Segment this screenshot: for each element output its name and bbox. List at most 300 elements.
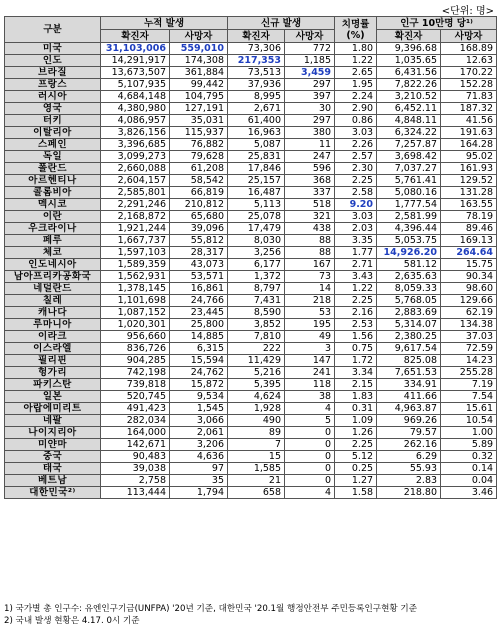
value-cell-p-c: 5,053.75 bbox=[377, 235, 441, 247]
table-row bbox=[5, 211, 497, 223]
value-cell-cfr: 1.22 bbox=[335, 55, 377, 67]
value-cell-cum-d: 15,594 bbox=[170, 355, 228, 367]
value-cell-new-d: 772 bbox=[285, 43, 335, 55]
value-cell-new-c: 5,087 bbox=[228, 139, 285, 151]
value-cell-p-d: 0.32 bbox=[441, 451, 497, 463]
value-cell-new-c: 73,306 bbox=[228, 43, 285, 55]
country-cell: 우크라이나 bbox=[5, 223, 101, 235]
value-cell-new-c: 73,513 bbox=[228, 67, 285, 79]
country-cell: 스페인 bbox=[5, 139, 101, 151]
value-cell-p-c: 6,431.56 bbox=[377, 67, 441, 79]
value-cell-p-c: 262.16 bbox=[377, 439, 441, 451]
footnotes bbox=[4, 603, 417, 627]
value-cell-cum-d: 24,766 bbox=[170, 295, 228, 307]
value-cell-cum-c: 2,585,801 bbox=[101, 187, 170, 199]
table-row bbox=[5, 487, 497, 499]
table-row bbox=[5, 175, 497, 187]
value-cell-p-c: 2,581.99 bbox=[377, 211, 441, 223]
value-cell-new-d: 0 bbox=[285, 475, 335, 487]
value-cell-new-c: 3,256 bbox=[228, 247, 285, 259]
value-cell-p-c: 7,651.53 bbox=[377, 367, 441, 379]
value-cell-p-d: 98.60 bbox=[441, 283, 497, 295]
table-row bbox=[5, 415, 497, 427]
country-cell: 체코 bbox=[5, 247, 101, 259]
value-cell-cum-c: 904,285 bbox=[101, 355, 170, 367]
value-cell-p-d: 191.63 bbox=[441, 127, 497, 139]
value-cell-cfr: 2.57 bbox=[335, 151, 377, 163]
value-cell-p-d: 129.66 bbox=[441, 295, 497, 307]
value-cell-cum-c: 4,380,980 bbox=[101, 103, 170, 115]
value-cell-new-d: 88 bbox=[285, 235, 335, 247]
header-cum-confirmed: 확진자 bbox=[101, 30, 170, 43]
value-cell-new-d: 1,185 bbox=[285, 55, 335, 67]
table-row bbox=[5, 451, 497, 463]
value-cell-new-d: 247 bbox=[285, 151, 335, 163]
value-cell-cfr: 1.26 bbox=[335, 427, 377, 439]
value-cell-cum-c: 282,034 bbox=[101, 415, 170, 427]
table-row bbox=[5, 427, 497, 439]
value-cell-p-d: 71.83 bbox=[441, 91, 497, 103]
value-cell-new-c: 1,372 bbox=[228, 271, 285, 283]
value-cell-p-c: 9,617.54 bbox=[377, 343, 441, 355]
value-cell-new-c: 6,177 bbox=[228, 259, 285, 271]
value-cell-new-d: 118 bbox=[285, 379, 335, 391]
country-cell: 캐나다 bbox=[5, 307, 101, 319]
value-cell-cum-d: 24,762 bbox=[170, 367, 228, 379]
table-row bbox=[5, 475, 497, 487]
country-cell: 아르헨티나 bbox=[5, 175, 101, 187]
value-cell-p-d: 72.59 bbox=[441, 343, 497, 355]
value-cell-p-c: 5,080.16 bbox=[377, 187, 441, 199]
value-cell-p-c: 969.26 bbox=[377, 415, 441, 427]
value-cell-new-d: 380 bbox=[285, 127, 335, 139]
value-cell-p-c: 14,926.20 bbox=[377, 247, 441, 259]
value-cell-cum-d: 97 bbox=[170, 463, 228, 475]
value-cell-cfr: 2.26 bbox=[335, 139, 377, 151]
value-cell-cum-c: 3,826,156 bbox=[101, 127, 170, 139]
value-cell-cfr: 2.90 bbox=[335, 103, 377, 115]
country-cell: 대한민국²⁾ bbox=[5, 487, 101, 499]
value-cell-p-d: 10.54 bbox=[441, 415, 497, 427]
value-cell-new-c: 658 bbox=[228, 487, 285, 499]
value-cell-p-d: 134.38 bbox=[441, 319, 497, 331]
value-cell-cum-d: 115,937 bbox=[170, 127, 228, 139]
value-cell-cum-d: 35 bbox=[170, 475, 228, 487]
value-cell-p-c: 825.08 bbox=[377, 355, 441, 367]
value-cell-p-c: 5,761.41 bbox=[377, 175, 441, 187]
value-cell-new-c: 1,928 bbox=[228, 403, 285, 415]
value-cell-cfr: 1.27 bbox=[335, 475, 377, 487]
value-cell-new-d: 49 bbox=[285, 331, 335, 343]
table-row bbox=[5, 127, 497, 139]
value-cell-new-c: 8,995 bbox=[228, 91, 285, 103]
value-cell-cum-d: 127,191 bbox=[170, 103, 228, 115]
header-new-confirmed: 확진자 bbox=[228, 30, 285, 43]
value-cell-new-d: 0 bbox=[285, 427, 335, 439]
value-cell-p-c: 79.57 bbox=[377, 427, 441, 439]
value-cell-p-c: 55.93 bbox=[377, 463, 441, 475]
table-row bbox=[5, 307, 497, 319]
value-cell-p-c: 218.80 bbox=[377, 487, 441, 499]
value-cell-cfr: 3.34 bbox=[335, 367, 377, 379]
value-cell-cum-d: 3,066 bbox=[170, 415, 228, 427]
footnote-1: 1) 국가별 총 인구수: 유엔인구기금(UNFPA) '20년 기준, 대한민국 '20.1월 행정안전부 주민등록인구현황 기준 bbox=[4, 604, 418, 614]
value-cell-p-c: 2,883.69 bbox=[377, 307, 441, 319]
value-cell-p-d: 161.93 bbox=[441, 163, 497, 175]
value-cell-p-c: 1,777.54 bbox=[377, 199, 441, 211]
country-cell: 프랑스 bbox=[5, 79, 101, 91]
country-cell: 터키 bbox=[5, 115, 101, 127]
value-cell-cfr: 2.15 bbox=[335, 379, 377, 391]
value-cell-p-c: 2.83 bbox=[377, 475, 441, 487]
value-cell-cfr: 2.03 bbox=[335, 223, 377, 235]
value-cell-cum-d: 53,571 bbox=[170, 271, 228, 283]
value-cell-p-c: 6,324.22 bbox=[377, 127, 441, 139]
value-cell-cfr: 5.12 bbox=[335, 451, 377, 463]
value-cell-p-c: 4,963.87 bbox=[377, 403, 441, 415]
value-cell-new-c: 16,963 bbox=[228, 127, 285, 139]
value-cell-cum-d: 9,534 bbox=[170, 391, 228, 403]
value-cell-cum-d: 104,795 bbox=[170, 91, 228, 103]
country-cell: 중국 bbox=[5, 451, 101, 463]
value-cell-p-d: 163.55 bbox=[441, 199, 497, 211]
value-cell-p-d: 90.34 bbox=[441, 271, 497, 283]
value-cell-new-d: 596 bbox=[285, 163, 335, 175]
value-cell-p-d: 3.46 bbox=[441, 487, 497, 499]
header-p-deaths: 사망자 bbox=[441, 30, 497, 43]
country-cell: 루마니아 bbox=[5, 319, 101, 331]
country-cell: 나이지리아 bbox=[5, 427, 101, 439]
value-cell-cum-c: 5,107,935 bbox=[101, 79, 170, 91]
table-row bbox=[5, 367, 497, 379]
value-cell-p-d: 0.14 bbox=[441, 463, 497, 475]
header-new: 신규 발생 bbox=[228, 17, 335, 30]
country-cell: 미얀마 bbox=[5, 439, 101, 451]
value-cell-new-d: 0 bbox=[285, 463, 335, 475]
country-cell: 베트남 bbox=[5, 475, 101, 487]
value-cell-new-d: 3 bbox=[285, 343, 335, 355]
value-cell-new-d: 4 bbox=[285, 403, 335, 415]
value-cell-p-c: 2,635.63 bbox=[377, 271, 441, 283]
value-cell-cum-d: 559,010 bbox=[170, 43, 228, 55]
value-cell-cfr: 1.95 bbox=[335, 79, 377, 91]
value-cell-cum-d: 58,542 bbox=[170, 175, 228, 187]
value-cell-cum-d: 16,861 bbox=[170, 283, 228, 295]
value-cell-cfr: 1.22 bbox=[335, 283, 377, 295]
country-cell: 독일 bbox=[5, 151, 101, 163]
value-cell-cfr: 2.25 bbox=[335, 295, 377, 307]
value-cell-cum-d: 79,628 bbox=[170, 151, 228, 163]
value-cell-cfr: 2.71 bbox=[335, 259, 377, 271]
value-cell-new-c: 17,846 bbox=[228, 163, 285, 175]
value-cell-cum-c: 13,673,507 bbox=[101, 67, 170, 79]
value-cell-cum-d: 1,794 bbox=[170, 487, 228, 499]
value-cell-new-c: 15 bbox=[228, 451, 285, 463]
value-cell-cfr: 9.20 bbox=[335, 199, 377, 211]
country-cell: 칠레 bbox=[5, 295, 101, 307]
value-cell-p-d: 187.32 bbox=[441, 103, 497, 115]
country-cell: 일본 bbox=[5, 391, 101, 403]
table-row bbox=[5, 91, 497, 103]
header-new-deaths: 사망자 bbox=[285, 30, 335, 43]
value-cell-cum-c: 1,597,103 bbox=[101, 247, 170, 259]
header-cumulative: 누적 발생 bbox=[101, 17, 228, 30]
value-cell-p-d: 255.28 bbox=[441, 367, 497, 379]
value-cell-new-d: 438 bbox=[285, 223, 335, 235]
value-cell-new-d: 218 bbox=[285, 295, 335, 307]
value-cell-cum-d: 2,061 bbox=[170, 427, 228, 439]
value-cell-p-c: 4,848.11 bbox=[377, 115, 441, 127]
value-cell-p-d: 169.13 bbox=[441, 235, 497, 247]
country-cell: 콜롬비아 bbox=[5, 187, 101, 199]
value-cell-cum-d: 65,680 bbox=[170, 211, 228, 223]
value-cell-cfr: 1.77 bbox=[335, 247, 377, 259]
value-cell-p-c: 9,396.68 bbox=[377, 43, 441, 55]
value-cell-p-d: 95.02 bbox=[441, 151, 497, 163]
value-cell-cum-c: 142,671 bbox=[101, 439, 170, 451]
value-cell-new-c: 8,797 bbox=[228, 283, 285, 295]
country-cell: 폴란드 bbox=[5, 163, 101, 175]
value-cell-cum-c: 2,660,088 bbox=[101, 163, 170, 175]
value-cell-cum-d: 3,206 bbox=[170, 439, 228, 451]
table-row bbox=[5, 103, 497, 115]
value-cell-new-d: 167 bbox=[285, 259, 335, 271]
value-cell-cfr: 1.58 bbox=[335, 487, 377, 499]
value-cell-new-c: 222 bbox=[228, 343, 285, 355]
country-cell: 영국 bbox=[5, 103, 101, 115]
header-fatality: 치명률 (%) bbox=[335, 17, 377, 43]
country-cell: 태국 bbox=[5, 463, 101, 475]
value-cell-p-c: 8,059.33 bbox=[377, 283, 441, 295]
value-cell-new-c: 21 bbox=[228, 475, 285, 487]
country-cell: 필리핀 bbox=[5, 355, 101, 367]
value-cell-cum-c: 836,726 bbox=[101, 343, 170, 355]
value-cell-cum-c: 520,745 bbox=[101, 391, 170, 403]
value-cell-cum-d: 4,636 bbox=[170, 451, 228, 463]
value-cell-new-d: 368 bbox=[285, 175, 335, 187]
value-cell-new-d: 30 bbox=[285, 103, 335, 115]
header-p-confirmed: 확진자 bbox=[377, 30, 441, 43]
header-per100k: 인구 10만명 당¹⁾ bbox=[377, 17, 497, 30]
value-cell-new-c: 4,624 bbox=[228, 391, 285, 403]
value-cell-new-c: 7,810 bbox=[228, 331, 285, 343]
covid-stats-table bbox=[4, 16, 497, 499]
value-cell-p-c: 411.66 bbox=[377, 391, 441, 403]
value-cell-cfr: 0.25 bbox=[335, 463, 377, 475]
value-cell-new-c: 8,590 bbox=[228, 307, 285, 319]
value-cell-cfr: 3.03 bbox=[335, 127, 377, 139]
value-cell-cum-d: 55,812 bbox=[170, 235, 228, 247]
value-cell-p-c: 7,037.27 bbox=[377, 163, 441, 175]
value-cell-cfr: 3.43 bbox=[335, 271, 377, 283]
country-cell: 인도 bbox=[5, 55, 101, 67]
value-cell-cfr: 1.56 bbox=[335, 331, 377, 343]
value-cell-cum-d: 25,800 bbox=[170, 319, 228, 331]
value-cell-new-c: 11,429 bbox=[228, 355, 285, 367]
value-cell-p-d: 15.75 bbox=[441, 259, 497, 271]
value-cell-cum-c: 113,444 bbox=[101, 487, 170, 499]
value-cell-cum-c: 2,291,246 bbox=[101, 199, 170, 211]
value-cell-cum-c: 739,818 bbox=[101, 379, 170, 391]
value-cell-cum-c: 2,604,157 bbox=[101, 175, 170, 187]
value-cell-cfr: 3.03 bbox=[335, 211, 377, 223]
country-cell: 네팔 bbox=[5, 415, 101, 427]
value-cell-cum-c: 90,483 bbox=[101, 451, 170, 463]
value-cell-cum-d: 28,317 bbox=[170, 247, 228, 259]
value-cell-p-d: 37.03 bbox=[441, 331, 497, 343]
country-cell: 러시아 bbox=[5, 91, 101, 103]
value-cell-cum-c: 1,562,931 bbox=[101, 271, 170, 283]
value-cell-cfr: 0.75 bbox=[335, 343, 377, 355]
table-row bbox=[5, 295, 497, 307]
value-cell-new-c: 217,353 bbox=[228, 55, 285, 67]
value-cell-new-c: 25,157 bbox=[228, 175, 285, 187]
value-cell-cum-d: 15,872 bbox=[170, 379, 228, 391]
value-cell-new-d: 195 bbox=[285, 319, 335, 331]
value-cell-cum-c: 1,921,244 bbox=[101, 223, 170, 235]
country-cell: 이스라엘 bbox=[5, 343, 101, 355]
value-cell-cum-d: 210,812 bbox=[170, 199, 228, 211]
value-cell-cum-c: 39,038 bbox=[101, 463, 170, 475]
value-cell-new-c: 5,216 bbox=[228, 367, 285, 379]
table-row bbox=[5, 259, 497, 271]
value-cell-p-d: 14.23 bbox=[441, 355, 497, 367]
value-cell-cfr: 1.72 bbox=[335, 355, 377, 367]
value-cell-cum-d: 43,073 bbox=[170, 259, 228, 271]
table-row bbox=[5, 391, 497, 403]
value-cell-p-d: 168.89 bbox=[441, 43, 497, 55]
value-cell-new-c: 25,831 bbox=[228, 151, 285, 163]
value-cell-cfr: 3.35 bbox=[335, 235, 377, 247]
value-cell-cum-c: 4,684,148 bbox=[101, 91, 170, 103]
table-row bbox=[5, 199, 497, 211]
value-cell-new-c: 8,030 bbox=[228, 235, 285, 247]
value-cell-cum-d: 61,208 bbox=[170, 163, 228, 175]
value-cell-p-c: 7,822.26 bbox=[377, 79, 441, 91]
value-cell-cum-c: 4,086,957 bbox=[101, 115, 170, 127]
value-cell-new-c: 7 bbox=[228, 439, 285, 451]
value-cell-p-d: 12.63 bbox=[441, 55, 497, 67]
table-row bbox=[5, 331, 497, 343]
value-cell-cum-d: 76,882 bbox=[170, 139, 228, 151]
value-cell-cum-d: 66,819 bbox=[170, 187, 228, 199]
country-cell: 이탈리아 bbox=[5, 127, 101, 139]
country-cell: 멕시코 bbox=[5, 199, 101, 211]
value-cell-p-d: 7.19 bbox=[441, 379, 497, 391]
table-row bbox=[5, 223, 497, 235]
value-cell-cfr: 1.83 bbox=[335, 391, 377, 403]
value-cell-cum-c: 742,198 bbox=[101, 367, 170, 379]
value-cell-cum-d: 6,315 bbox=[170, 343, 228, 355]
table-row bbox=[5, 439, 497, 451]
value-cell-p-d: 0.04 bbox=[441, 475, 497, 487]
unit-label: <단위: 명> bbox=[441, 6, 494, 17]
value-cell-p-c: 1,035.65 bbox=[377, 55, 441, 67]
value-cell-new-c: 1,585 bbox=[228, 463, 285, 475]
value-cell-p-d: 152.28 bbox=[441, 79, 497, 91]
value-cell-p-c: 5,314.07 bbox=[377, 319, 441, 331]
value-cell-new-d: 321 bbox=[285, 211, 335, 223]
value-cell-cum-c: 3,396,685 bbox=[101, 139, 170, 151]
country-cell: 페루 bbox=[5, 235, 101, 247]
value-cell-cfr: 2.16 bbox=[335, 307, 377, 319]
country-cell: 네덜란드 bbox=[5, 283, 101, 295]
table-row bbox=[5, 283, 497, 295]
value-cell-p-c: 6.29 bbox=[377, 451, 441, 463]
table-row bbox=[5, 151, 497, 163]
value-cell-p-d: 264.64 bbox=[441, 247, 497, 259]
value-cell-new-d: 241 bbox=[285, 367, 335, 379]
value-cell-cfr: 2.58 bbox=[335, 187, 377, 199]
value-cell-p-c: 3,210.52 bbox=[377, 91, 441, 103]
table-row bbox=[5, 187, 497, 199]
country-cell: 아랍에미리트 bbox=[5, 403, 101, 415]
value-cell-new-c: 17,479 bbox=[228, 223, 285, 235]
value-cell-new-d: 5 bbox=[285, 415, 335, 427]
value-cell-new-d: 11 bbox=[285, 139, 335, 151]
value-cell-cum-d: 23,445 bbox=[170, 307, 228, 319]
value-cell-cum-d: 39,096 bbox=[170, 223, 228, 235]
value-cell-new-c: 89 bbox=[228, 427, 285, 439]
header-cum-deaths: 사망자 bbox=[170, 30, 228, 43]
value-cell-cum-c: 956,660 bbox=[101, 331, 170, 343]
value-cell-cum-d: 361,884 bbox=[170, 67, 228, 79]
value-cell-cfr: 2.25 bbox=[335, 175, 377, 187]
table-row bbox=[5, 271, 497, 283]
value-cell-p-c: 581.12 bbox=[377, 259, 441, 271]
value-cell-p-d: 89.46 bbox=[441, 223, 497, 235]
value-cell-cum-c: 1,589,359 bbox=[101, 259, 170, 271]
value-cell-p-d: 164.28 bbox=[441, 139, 497, 151]
value-cell-cum-d: 35,031 bbox=[170, 115, 228, 127]
value-cell-new-c: 61,400 bbox=[228, 115, 285, 127]
value-cell-p-c: 5,768.05 bbox=[377, 295, 441, 307]
value-cell-p-d: 7.54 bbox=[441, 391, 497, 403]
footnote-2: 2) 국내 발생 현황은 4.17. 0시 기준 bbox=[4, 616, 140, 626]
country-cell: 브라질 bbox=[5, 67, 101, 79]
value-cell-cum-d: 14,885 bbox=[170, 331, 228, 343]
value-cell-cum-c: 491,423 bbox=[101, 403, 170, 415]
value-cell-new-d: 518 bbox=[285, 199, 335, 211]
table-row bbox=[5, 403, 497, 415]
value-cell-cum-c: 1,020,301 bbox=[101, 319, 170, 331]
value-cell-new-d: 297 bbox=[285, 115, 335, 127]
value-cell-p-d: 5.89 bbox=[441, 439, 497, 451]
value-cell-cum-c: 2,758 bbox=[101, 475, 170, 487]
value-cell-cfr: 2.53 bbox=[335, 319, 377, 331]
country-cell: 인도네시아 bbox=[5, 259, 101, 271]
table-row bbox=[5, 247, 497, 259]
table-row bbox=[5, 379, 497, 391]
value-cell-new-c: 7,431 bbox=[228, 295, 285, 307]
value-cell-new-d: 53 bbox=[285, 307, 335, 319]
value-cell-p-c: 7,257.87 bbox=[377, 139, 441, 151]
value-cell-cum-c: 1,667,737 bbox=[101, 235, 170, 247]
value-cell-cfr: 2.65 bbox=[335, 67, 377, 79]
value-cell-p-d: 129.52 bbox=[441, 175, 497, 187]
value-cell-new-c: 3,852 bbox=[228, 319, 285, 331]
value-cell-new-d: 73 bbox=[285, 271, 335, 283]
table-row bbox=[5, 139, 497, 151]
value-cell-new-c: 5,113 bbox=[228, 199, 285, 211]
value-cell-p-d: 131.28 bbox=[441, 187, 497, 199]
value-cell-new-c: 16,487 bbox=[228, 187, 285, 199]
value-cell-cum-d: 174,308 bbox=[170, 55, 228, 67]
value-cell-cum-c: 164,000 bbox=[101, 427, 170, 439]
table-row bbox=[5, 163, 497, 175]
table-row bbox=[5, 115, 497, 127]
value-cell-cum-c: 31,103,006 bbox=[101, 43, 170, 55]
